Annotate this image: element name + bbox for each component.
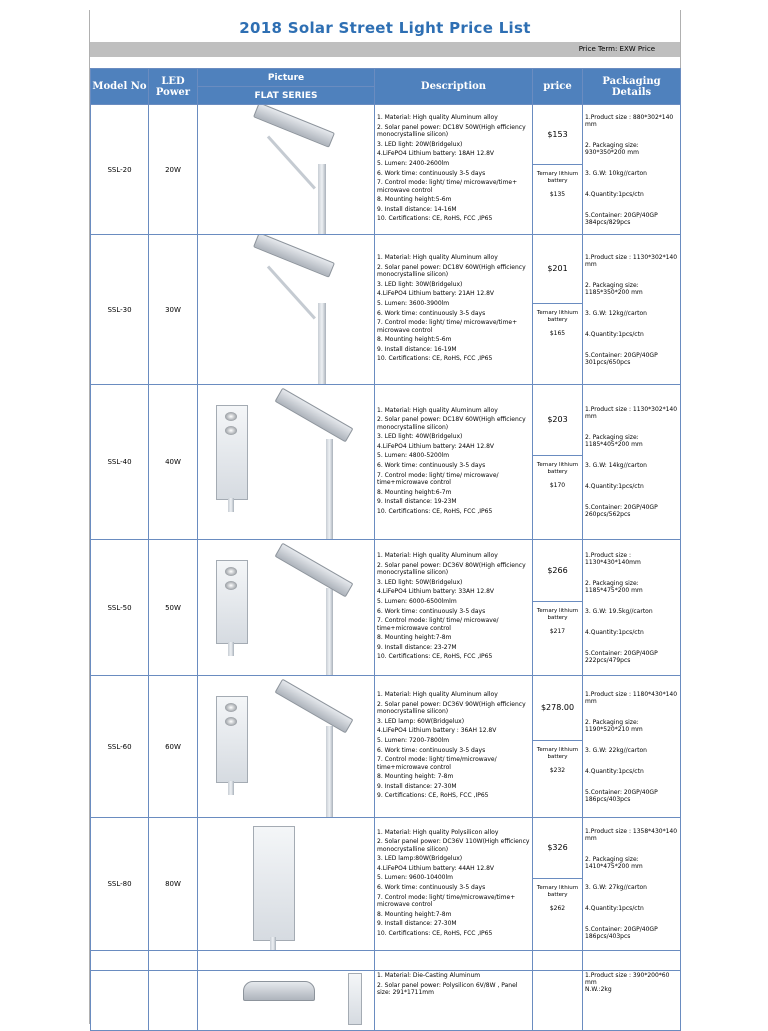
light-pole: [270, 937, 276, 951]
description-line: 2. Solar panel power: DC36V 110W(High efficiency monocrystalline silicon): [377, 838, 530, 853]
price-sheet: [89, 10, 681, 1024]
description-line: 3. LED lamp: 60W(Bridgelux): [377, 717, 465, 725]
packaging-line: 4.Quantity:1pcs/ctn: [585, 190, 644, 198]
description-cell: [375, 676, 533, 818]
battery-type: Ternary lithium battery: [536, 747, 579, 760]
battery-type: Ternary lithium battery: [536, 462, 579, 475]
empty-cell: [91, 951, 149, 971]
lamp-bracket: [228, 642, 234, 656]
lamp-head: [274, 388, 353, 443]
empty-cell: [149, 951, 198, 971]
description-line: 1. Material: Die-Casting Aluminum: [377, 972, 481, 979]
price-value: $201: [533, 235, 582, 304]
packaging-line: 2. Packaging size: 930*350*200 mm: [585, 141, 639, 156]
header-led-power: LED Power: [149, 69, 198, 105]
light-pole: [326, 439, 333, 540]
light-pole: [326, 726, 333, 818]
packaging-cell: [583, 540, 681, 676]
lamp-arm: [267, 135, 316, 189]
product-picture: [198, 818, 375, 951]
price-value: $153: [533, 105, 582, 165]
description-line: 2. Solar panel power: DC18V 60W(High efficiency monocrystalline silicon): [377, 416, 526, 431]
empty-cell: [198, 951, 375, 971]
description-line: 9. Certifications: CE, RoHS, FCC ,IP65: [377, 792, 489, 800]
description-line: 10. Certifications: CE, RoHS, FCC ,IP65: [377, 507, 493, 515]
description-cell: [375, 971, 533, 1031]
table-body: [91, 105, 681, 1031]
description-line: 5. Lumen: 7200-7800lm: [377, 736, 450, 744]
description-line: 1. Material: High quality Aluminum alloy: [377, 552, 498, 560]
packaging-line: 4.Quantity:1pcs/ctn: [585, 628, 644, 636]
packaging-line: 3. G.W: 19.5kg//carton: [585, 607, 653, 615]
packaging-cell: [583, 385, 681, 540]
led-module: [225, 567, 237, 576]
light-pole: [318, 303, 326, 385]
description-cell: [375, 540, 533, 676]
description-line: 7. Control mode: light/ time/ microwave/ time+microwave control: [377, 471, 499, 486]
battery-option: [533, 165, 582, 199]
packaging-line: 3. G.W: 22kg//carton: [585, 746, 647, 754]
product-picture: [198, 540, 375, 676]
packaging-line: 1.Product size : 1180*430*140 mm: [585, 690, 678, 705]
description-line: 6. Work time: continuously 3-5 days: [377, 884, 486, 891]
spacer-row: [91, 951, 681, 971]
description-line: 2. Solar panel power: DC18V 50W(High efficiency monocrystalline silicon): [377, 123, 526, 139]
header-price: price: [533, 69, 583, 105]
packaging-line: 4.Quantity:1pcs/ctn: [585, 905, 644, 912]
solar-panel: [348, 973, 362, 1025]
description-line: 6. Work time: continuously 3-5 days: [377, 169, 486, 177]
description-line: 7. Control mode: light/ time/ microwave/time+ microwave control: [377, 319, 518, 334]
lamp-head: [243, 981, 315, 1001]
description-line: 2. Solar panel power: DC36V 90W(High efficiency monocrystalline silicon): [377, 700, 526, 716]
description-line: 7. Control mode: light/ time/ microwave/time+ microwave control: [377, 179, 518, 194]
packaging-line: 2. Packaging size: 1185*350*200 mm: [585, 281, 643, 296]
description-line: 5. Lumen: 6000-6500lmlm: [377, 597, 457, 605]
packaging-line: 5.Container: 20GP/40GP 186pcs/403pcs: [585, 926, 658, 940]
packaging-line: 1.Product size : 1130*430*140mm: [585, 551, 641, 566]
model-number: [91, 971, 149, 1031]
packaging-line: 2. Packaging size: 1185*405*200 mm: [585, 434, 643, 448]
packaging-line: 1.Product size : 1130*302*140 mm: [585, 253, 678, 268]
battery-option: [533, 879, 582, 913]
led-module: [225, 717, 237, 726]
packaging-line: 3. G.W: 27kg//carton: [585, 884, 647, 891]
model-number: SSL-20: [91, 105, 149, 235]
led-power: 30W: [149, 235, 198, 385]
description-line: 10. Certifications: CE, RoHS, FCC ,IP65: [377, 355, 493, 363]
led-power: 20W: [149, 105, 198, 235]
product-picture: [198, 971, 375, 1031]
led-power: 80W: [149, 818, 198, 951]
description-line: 1. Material: High quality Aluminum alloy: [377, 691, 498, 699]
description-line: 10. Certifications: CE, RoHS, FCC ,IP65: [377, 653, 493, 661]
price-value: $278.00: [533, 676, 582, 741]
model-number: SSL-60: [91, 676, 149, 818]
product-picture: [198, 385, 375, 540]
lamp-front-view: [216, 696, 248, 783]
price-cell: [533, 818, 583, 951]
led-module: [225, 426, 237, 435]
description-line: 7. Control mode: light/ time/microwave/ time+microwave control: [377, 756, 497, 771]
description-line: 4.LiFePO4 Lithium battery: 44AH 12.8V: [377, 864, 495, 872]
description-line: 5. Lumen: 9600-10400lm: [377, 874, 453, 882]
description-line: 4.LiFePO4 Lithium battery: 18AH 12.8V: [377, 150, 495, 158]
empty-cell: [533, 951, 583, 971]
packaging-line: 5.Container: 20GP/40GP 260pcs/562pcs: [585, 504, 658, 518]
battery-type: Ternary lithium battery: [536, 310, 579, 323]
table-row: [91, 385, 681, 540]
description-line: 5. Lumen: 2400-2600lm: [377, 159, 450, 167]
description-line: 5. Lumen: 4800-5200lm: [377, 452, 450, 460]
table-row: [91, 971, 681, 1031]
description-line: 7. Control mode: light/ time/ microwave/ time+microwave control: [377, 617, 499, 632]
header-model: Model No: [91, 69, 149, 105]
description-line: 1. Material: High quality Polysilicon alloy: [377, 828, 499, 836]
lamp-bracket: [228, 498, 234, 512]
lamp-head: [274, 679, 353, 734]
packaging-cell: [583, 235, 681, 385]
description-line: 2. Solar panel power: Polysilicon 6V/8W , Panel size: 291*1711mm: [377, 981, 518, 996]
battery-type: Ternary lithium battery: [536, 885, 579, 898]
battery-option: [533, 741, 582, 775]
battery-option: [533, 602, 582, 636]
packaging-line: 4.Quantity:1pcs/ctn: [585, 767, 644, 775]
description-line: 4.LiFePO4 Lithium battery: 21AH 12.8V: [377, 290, 495, 298]
battery-option: [533, 456, 582, 490]
packaging-line: 5.Container: 20GP/40GP 186pcs/403pcs: [585, 788, 658, 803]
description-line: 9. Install distance: 27-30M: [377, 920, 457, 928]
description-line: 8. Mounting height: 7-8m: [377, 773, 454, 781]
packaging-line: N.W.:2kg: [585, 986, 612, 993]
description-line: 2. Solar panel power: DC36V 80W(High efficiency monocrystalline silicon): [377, 561, 526, 577]
description-line: 6. Work time: continuously 3-5 days: [377, 746, 486, 754]
description-cell: [375, 105, 533, 235]
battery-type: Ternary lithium battery: [536, 608, 579, 621]
led-power: 40W: [149, 385, 198, 540]
packaging-line: 4.Quantity:1pcs/ctn: [585, 483, 644, 490]
price-term: Price Term: EXW Price: [90, 42, 680, 57]
price-cell: [533, 385, 583, 540]
price-value: $203: [533, 385, 582, 456]
description-line: 6. Work time: continuously 3-5 days: [377, 462, 486, 469]
packaging-line: 1.Product size : 880*302*140 mm: [585, 113, 674, 128]
description-line: 9. Install distance: 16-19M: [377, 345, 457, 353]
packaging-line: 5.Container: 20GP/40GP 384pcs/829pcs: [585, 211, 658, 226]
packaging-line: 3. G.W: 10kg//carton: [585, 169, 647, 177]
led-module: [225, 412, 237, 421]
description-line: 3. LED light: 50W(Bridgelux): [377, 578, 463, 586]
header-picture: Picture: [198, 69, 375, 87]
lamp-head: [253, 105, 335, 148]
table-row: [91, 540, 681, 676]
price-table: [90, 68, 681, 1031]
battery-price: $262: [549, 905, 566, 912]
description-line: 5. Lumen: 3600-3900lm: [377, 299, 450, 307]
price-cell: [533, 676, 583, 818]
led-module: [225, 703, 237, 712]
price-cell: [533, 105, 583, 235]
led-power: 60W: [149, 676, 198, 818]
description-line: 1. Material: High quality Aluminum alloy: [377, 406, 498, 414]
packaging-line: 5.Container: 20GP/40GP 301pcs/650pcs: [585, 351, 658, 366]
description-line: 7. Control mode: light/ time/microwave/time+ microwave control: [377, 893, 516, 908]
packaging-line: 3. G.W: 14kg//carton: [585, 462, 647, 469]
description-line: 3. LED light: 40W(Bridgelux): [377, 433, 463, 441]
battery-price: $165: [549, 330, 566, 337]
header-packaging: Packaging Details: [583, 69, 681, 105]
description-line: 6. Work time: continuously 3-5 days: [377, 309, 486, 317]
product-picture: [198, 105, 375, 235]
packaging-cell: [583, 676, 681, 818]
description-line: 4.LiFePO4 Lithium battery: 24AH 12.8V: [377, 442, 495, 450]
description-line: 9. Install distance: 19-23M: [377, 498, 457, 506]
packaging-line: 4.Quantity:1pcs/ctn: [585, 330, 644, 338]
packaging-cell: [583, 818, 681, 951]
packaging-line: 3. G.W: 12kg//carton: [585, 309, 647, 317]
packaging-line: 1.Product size : 1130*302*140 mm: [585, 406, 678, 420]
lamp-front-view: [253, 826, 295, 941]
description-line: 10. Certifications: CE, RoHS, FCC ,IP65: [377, 215, 493, 223]
description-line: 3. LED light: 30W(Bridgelux): [377, 280, 463, 288]
model-number: SSL-30: [91, 235, 149, 385]
description-line: 8. Mounting height:6-7m: [377, 488, 452, 496]
description-line: 10. Certifications: CE, RoHS, FCC ,IP65: [377, 929, 493, 937]
description-line: 4.LiFePO4 Lithium battery: 33AH 12.8V: [377, 588, 495, 596]
packaging-line: 1.Product size : 1358*430*140 mm: [585, 828, 678, 842]
led-power: [149, 971, 198, 1031]
description-line: 1. Material: High quality Aluminum alloy: [377, 114, 498, 122]
empty-cell: [375, 951, 533, 971]
description-line: 8. Mounting height:5-6m: [377, 336, 452, 344]
empty-cell: [583, 951, 681, 971]
battery-price: $217: [549, 628, 566, 635]
model-number: SSL-80: [91, 818, 149, 951]
lamp-front-view: [216, 560, 248, 644]
led-power: 50W: [149, 540, 198, 676]
price-value: $326: [533, 818, 582, 879]
price-value: $266: [533, 540, 582, 602]
table-row: [91, 676, 681, 818]
packaging-line: 5.Container: 20GP/40GP 222pcs/479pcs: [585, 649, 658, 664]
model-number: SSL-50: [91, 540, 149, 676]
light-pole: [318, 164, 326, 235]
price-cell: [533, 540, 583, 676]
battery-option: [533, 304, 582, 338]
packaging-line: 2. Packaging size: 1190*520*210 mm: [585, 718, 643, 733]
description-line: 6. Work time: continuously 3-5 days: [377, 607, 486, 615]
description-line: 3. LED light: 20W(Bridgelux): [377, 140, 463, 148]
description-line: 2. Solar panel power: DC18V 60W(High efficiency monocrystalline silicon): [377, 263, 526, 279]
description-line: 8. Mounting height:7-8m: [377, 634, 452, 642]
description-line: 9. Install distance: 27-30M: [377, 782, 457, 790]
description-line: 4.LiFePO4 Lithium battery : 36AH 12.8V: [377, 727, 497, 735]
header-description: Description: [375, 69, 533, 105]
lamp-head: [253, 235, 335, 278]
packaging-line: 2. Packaging size: 1185*475*200 mm: [585, 579, 643, 594]
led-module: [225, 581, 237, 590]
battery-price: $232: [549, 767, 566, 774]
product-picture: [198, 676, 375, 818]
description-cell: [375, 235, 533, 385]
packaging-line: 2. Packaging size: 1410*475*200 mm: [585, 856, 643, 870]
product-picture: [198, 235, 375, 385]
description-line: 9. Install distance: 23-27M: [377, 643, 457, 651]
lamp-front-view: [216, 405, 248, 500]
price-cell: [533, 971, 583, 1031]
table-row: [91, 235, 681, 385]
description-line: 8. Mounting height:5-6m: [377, 196, 452, 204]
description-line: 1. Material: High quality Aluminum alloy: [377, 254, 498, 262]
lamp-arm: [267, 265, 316, 319]
price-cell: [533, 235, 583, 385]
packaging-line: 1.Product size : 390*200*60 mm: [585, 972, 670, 986]
table-row: [91, 818, 681, 951]
table-row: [91, 105, 681, 235]
battery-price: $170: [549, 482, 566, 489]
packaging-cell: [583, 971, 681, 1031]
battery-price: $135: [549, 191, 566, 198]
header-series: FLAT SERIES: [198, 87, 375, 105]
description-line: 8. Mounting height:7-8m: [377, 910, 452, 918]
lamp-head: [274, 543, 353, 598]
description-line: 9. Install distance: 14-16M: [377, 205, 457, 213]
packaging-cell: [583, 105, 681, 235]
description-cell: [375, 385, 533, 540]
battery-type: Ternary lithium battery: [536, 171, 579, 184]
document-title: 2018 Solar Street Light Price List: [239, 19, 531, 37]
lamp-bracket: [228, 781, 234, 795]
model-number: SSL-40: [91, 385, 149, 540]
light-pole: [326, 588, 333, 676]
description-line: 3. LED lamp:80W(Bridgelux): [377, 855, 463, 863]
description-cell: [375, 818, 533, 951]
